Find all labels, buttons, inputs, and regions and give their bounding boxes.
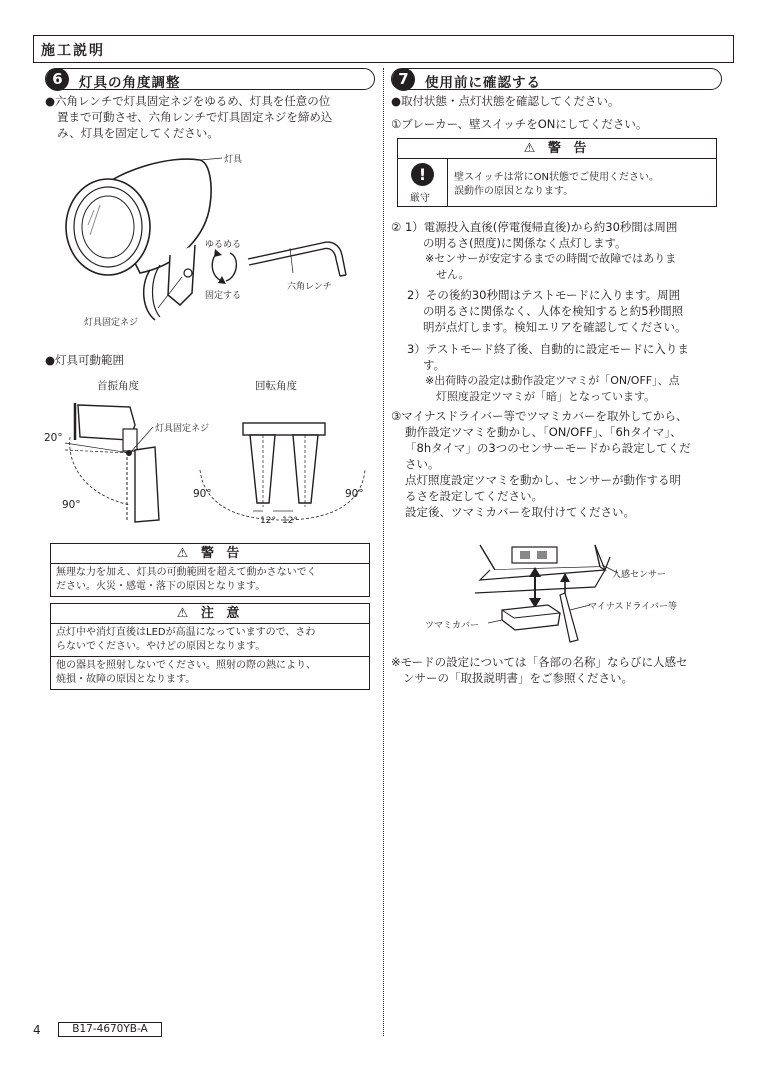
label-screw: 灯具固定ネジ <box>84 318 139 328</box>
left-caution-body-1: 点灯中や消灯直後はLEDが高温になっていますので、さわ らないでください。やけどの原因となります。 <box>56 627 316 652</box>
left-caution-body-2: 他の器具を照射しないでください。照射の際の熱により、 焼損・故障の原因となります。 <box>51 656 369 689</box>
label-loosen: ゆるめる <box>205 240 242 250</box>
left-caution-box <box>50 603 370 690</box>
column-divider <box>383 68 384 1036</box>
left-bullet-1: ●六角レンチで灯具固定ネジをゆるめ、灯具を任意の位 置まで可動させ、六角レンチで灯具固定ネジを締め込 み、灯具を固定してください。 <box>45 94 333 140</box>
warning-triangle-icon: ⚠ <box>176 546 193 561</box>
right-step-2: ② 1）電源投入直後(停電復帰直後)から約30秒間は周囲 の明るさ(照度)に関係なく点灯します。 ※センサーが安定するまでの時間で故障ではありま せん。 2）その後約30秒間はテストモードに入ります。周囲 の明るさに関係なく、人体を検知すると約5秒間照 明が点灯します。検知エリアを確認してください。 3）テストモード終了後、自動的に設定モードに入りま す。 ※出荷時の設定は動作設定ツマミが「ON/OFF」、点 灯照度設定ツマミが「暗」となっています。 <box>391 220 689 403</box>
label-sensor: 人感センサー <box>612 570 667 580</box>
section-6-heading <box>45 68 375 90</box>
exclamation-icon: ! <box>411 163 434 186</box>
angle-12-b: 12° <box>282 516 298 526</box>
caution-triangle-icon: ⚠ <box>176 606 193 621</box>
right-bullet-1: ●取付状態・点灯状態を確認してください。 <box>391 94 620 108</box>
tilt-angle-title: 首振角度 <box>97 380 139 392</box>
right-warning-box <box>397 138 717 207</box>
header-title: 施工説明 <box>41 43 105 59</box>
label-fix: 固定する <box>205 291 242 301</box>
range-heading: ●灯具可動範囲 <box>45 353 125 367</box>
label-fixture: 灯具 <box>224 155 243 165</box>
angle-20: 20° <box>44 432 63 444</box>
angle-90-left: 90° <box>193 488 212 500</box>
label-cover: ツマミカバー <box>425 621 480 631</box>
page-number: 4 <box>33 1023 41 1037</box>
angle-12-a: 12° <box>260 516 276 526</box>
page-header <box>33 35 734 63</box>
label-driver: マイナスドライバー等 <box>588 602 678 612</box>
left-warning-box <box>50 543 370 597</box>
right-warning-body: 壁スイッチは常にON状態でご使用ください。 誤動作の原因となります。 <box>454 172 659 197</box>
right-step-1: ①ブレーカー、壁スイッチをONにしてください。 <box>391 117 648 131</box>
label-screw-2: 灯具固定ネジ <box>155 424 210 434</box>
left-caution-header: ⚠ 注 意 <box>51 604 369 624</box>
right-warning-header: ⚠ 警 告 <box>398 139 716 159</box>
doc-code: B17-4670YB-A <box>58 1022 162 1037</box>
mandatory-label: 厳守 <box>410 193 430 204</box>
left-warning-body: 無理な力を加え、灯具の可動範囲を超えて動かさないでく ださい。火災・感電・落下の原因となります。 <box>56 567 317 592</box>
section-7-heading <box>391 68 722 90</box>
rotate-angle-title: 回転角度 <box>255 380 297 392</box>
section-6-number: 6 <box>46 68 69 91</box>
section-7-number: 7 <box>392 68 415 91</box>
movable-range-figure <box>45 395 375 530</box>
section-7-title: 使用前に確認する <box>425 75 541 91</box>
mandatory-cell <box>398 159 448 207</box>
left-warning-header: ⚠ 警 告 <box>51 544 369 564</box>
right-note: ※モードの設定については「各部の名称」ならびに人感セ ンサーの「取扱説明書」をご参照ください。 <box>391 655 688 685</box>
angle-90-tilt: 90° <box>62 499 81 511</box>
right-step-3: ③マイナスドライバー等でツマミカバーを取外してから、 動作設定ツマミを動かし、「ON/OFF」、「6hタイマ」、 「8hタイマ」の3つのセンサーモードから設定してくだ さい。 点灯照度設定ツマミを動かし、センサーが動作する明 るさを設定してください。 設定後、ツマミカバーを取付けてください。 <box>391 409 691 519</box>
angle-90-right: 90° <box>345 488 364 500</box>
label-wrench: 六角レンチ <box>287 282 332 292</box>
warning-triangle-icon: ⚠ <box>523 141 540 156</box>
section-6-title: 灯具の角度調整 <box>79 75 181 91</box>
